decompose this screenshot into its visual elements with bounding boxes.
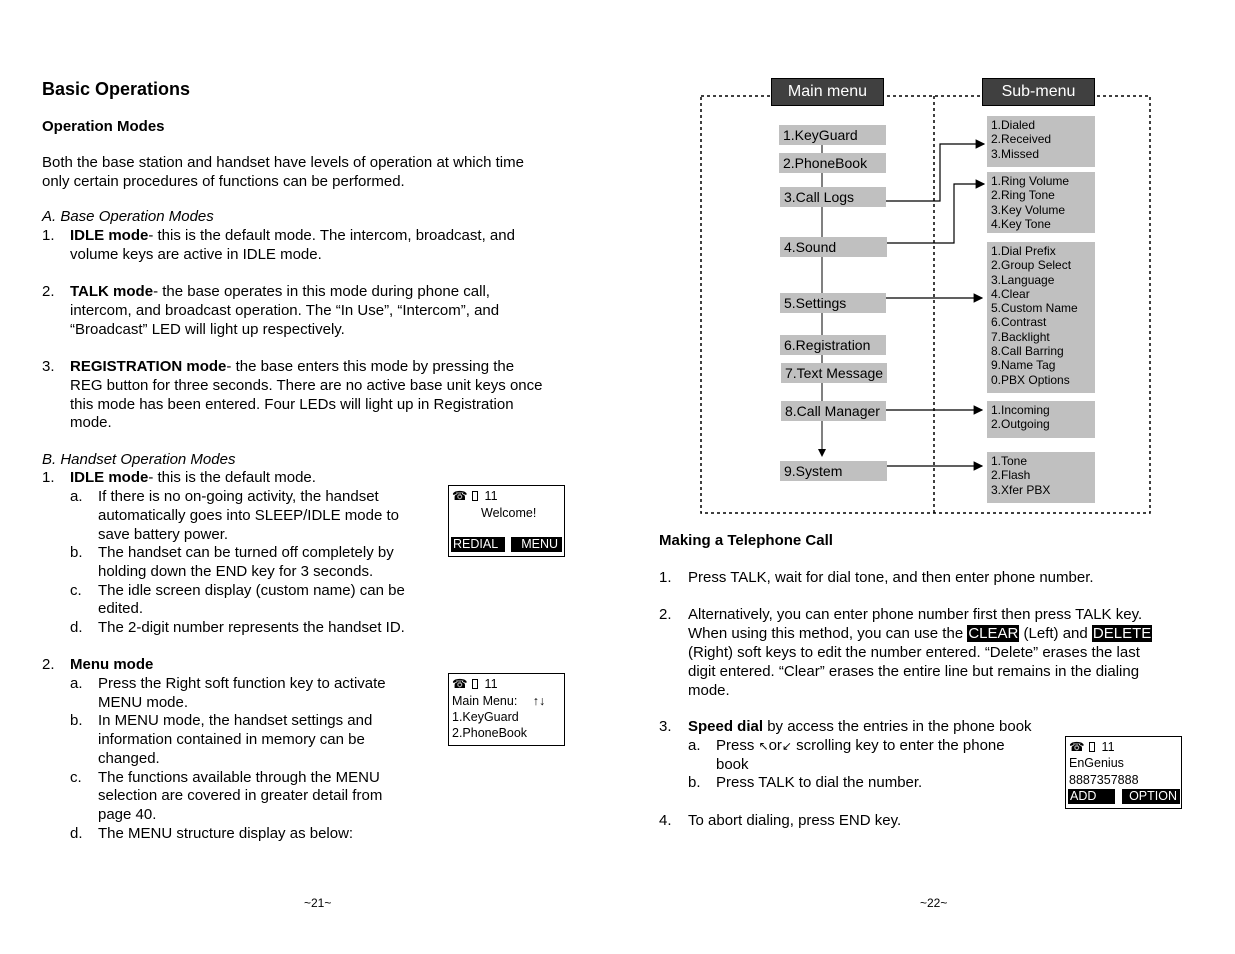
sub-menu-item: 3.Xfer PBX	[991, 482, 1051, 497]
lcd-display-speed-dial	[1065, 736, 1182, 809]
scroll-down-icon: ↙	[781, 739, 792, 753]
handset-id: 11	[484, 677, 498, 691]
main-menu-item-registration: 6.Registration	[780, 335, 886, 355]
sub-menu-item: 7.Backlight	[991, 329, 1050, 344]
sub-text: page 40.	[98, 806, 157, 823]
mode-name: IDLE mode	[70, 469, 149, 486]
sub-text: automatically goes into SLEEP/IDLE mode to	[98, 507, 399, 524]
item-text: REG button for three seconds. There are no active base unit keys once	[70, 377, 543, 394]
sub-menu-item: 4.Clear	[991, 286, 1030, 301]
sub-menu-item: 1.Dial Prefix	[991, 244, 1056, 258]
sub-text: changed.	[98, 750, 160, 767]
sub-menu-item: 2.Flash	[991, 468, 1031, 483]
phone-icon: ☎	[452, 677, 468, 691]
sub-menu-item: 8.Call Barring	[991, 344, 1064, 359]
sub-letter: a.	[70, 488, 83, 505]
lcd-contact-number: 8887357888	[1069, 773, 1139, 787]
sub-text	[716, 736, 1005, 756]
list-number: 2.	[42, 656, 55, 673]
battery-icon	[1089, 742, 1095, 752]
list-number: 4.	[659, 812, 672, 829]
item-text: digit entered. “Clear” erases the entire line but remains in the dialing	[688, 663, 1140, 680]
sub-menu-item: 1.Ring Volume	[991, 174, 1070, 188]
up-down-arrows-icon: ↑↓	[532, 694, 546, 708]
item-text: When using this method, you can use the	[688, 625, 968, 642]
list-item	[688, 624, 1152, 643]
sub-text: information contained in memory can be	[98, 731, 365, 748]
sub-text: The handset can be turned off completely by	[98, 544, 394, 561]
sub-menu-item: 1.Incoming	[991, 403, 1050, 417]
sub-menu-item: 6.Contrast	[991, 315, 1047, 330]
phone-icon: ☎	[452, 489, 468, 503]
sub-text: selection are covered in greater detail from	[98, 787, 383, 804]
sub-menu-header: Sub-menu	[982, 78, 1095, 106]
sub-text: book	[716, 756, 749, 773]
page-number: ~21~	[304, 896, 332, 910]
sub-menu-item: 3.Missed	[991, 146, 1040, 161]
item-text: volume keys are active in IDLE mode.	[70, 246, 322, 263]
main-menu-item-call-logs: 3.Call Logs	[780, 187, 886, 207]
sub-text: If there is no on-going activity, the handset	[98, 488, 379, 505]
handset-id: 11	[484, 489, 498, 503]
sub-text-part: or	[768, 737, 782, 754]
sub-menu-item: 3.Key Volume	[991, 202, 1066, 217]
sub-text-part: Press	[716, 737, 759, 754]
lcd-contact-name: EnGenius	[1069, 756, 1124, 770]
list-number: 3.	[659, 718, 672, 735]
list-item	[688, 717, 1032, 736]
item-text: by access the entries in the phone book	[763, 718, 1032, 735]
item-text: - the base enters this mode by pressing the	[226, 358, 515, 375]
main-menu-item-call-manager: 8.Call Manager	[781, 401, 886, 421]
sub-menu-item: 0.PBX Options	[991, 372, 1070, 387]
sub-text: The functions available through the MENU	[98, 769, 380, 786]
page-title: Basic Operations	[42, 79, 191, 99]
item-text: (Right) soft keys to edit the number entered. “Delete” erases the last	[688, 644, 1140, 661]
sub-menu-item: 3.Language	[991, 272, 1055, 287]
item-text: intercom, and broadcast operation. The “In Use”, “Intercom”, and	[70, 302, 500, 319]
lcd-menu-item: 1.KeyGuard	[452, 710, 519, 724]
clear-key-label: CLEAR	[968, 625, 1019, 642]
sub-letter: a.	[688, 737, 701, 754]
sub-menu-settings	[987, 242, 1095, 393]
main-menu-item-phonebook: 2.PhoneBook	[779, 153, 886, 173]
main-menu-item-sound: 4.Sound	[780, 237, 887, 257]
mode-name: TALK mode	[70, 283, 154, 300]
lcd-menu-label: Main Menu:	[452, 694, 518, 708]
sub-menu-item: 1.Tone	[991, 454, 1028, 468]
handset-id: 11	[1101, 740, 1115, 754]
intro-line: only certain procedures of functions can be performed.	[42, 173, 405, 190]
lcd-welcome: Welcome!	[481, 506, 537, 520]
mode-name: Menu mode	[70, 656, 154, 673]
sub-menu-item: 9.Name Tag	[991, 358, 1056, 373]
item-text: mode.	[70, 414, 112, 431]
sub-menu-sound	[987, 172, 1095, 233]
item-text: mode.	[688, 682, 730, 699]
sub-menu-item: 2.Outgoing	[991, 417, 1050, 432]
phone-icon: ☎	[1069, 740, 1085, 754]
sub-text-part: scrolling key to enter the phone	[791, 737, 1005, 754]
subsection-heading: B. Handset Operation Modes	[42, 451, 236, 468]
soft-key-left: REDIAL	[451, 537, 505, 552]
sub-menu-item: 1.Dialed	[991, 118, 1036, 132]
sub-menu-item: 2.Group Select	[991, 258, 1072, 273]
main-menu-header: Main menu	[771, 78, 884, 106]
sub-text: edited.	[98, 600, 144, 617]
item-text: - the base operates in this mode during phone call,	[153, 283, 490, 300]
sub-letter: d.	[70, 619, 83, 636]
intro-line: Both the base station and handset have levels of operation at which time	[42, 154, 524, 171]
soft-key-right: OPTION	[1122, 789, 1180, 804]
item-text: this mode has been entered. Four LEDs will light up in Registration	[70, 396, 514, 413]
sub-text: MENU mode.	[98, 694, 189, 711]
scroll-up-icon: ↖	[758, 739, 769, 753]
sub-menu-item: 4.Key Tone	[991, 216, 1051, 231]
item-text: - this is the default mode.	[148, 469, 316, 486]
main-menu-item-system: 9.System	[780, 461, 887, 481]
list-number: 2.	[42, 283, 55, 300]
soft-key-left: ADD	[1068, 789, 1115, 804]
sub-text: The MENU structure display as below:	[98, 825, 354, 842]
item-text: - this is the default mode. The intercom, broadcast, and	[148, 227, 515, 244]
section-title: Operation Modes	[42, 118, 165, 135]
sub-menu-call-manager	[987, 401, 1095, 438]
sub-letter: b.	[70, 544, 83, 561]
main-menu-item-keyguard: 1.KeyGuard	[779, 125, 886, 145]
delete-key-label: DELETE	[1092, 625, 1152, 642]
subsection-heading: A. Base Operation Modes	[42, 208, 214, 225]
sub-text: In MENU mode, the handset settings and	[98, 712, 373, 729]
list-number: 3.	[42, 358, 55, 375]
main-menu-item-settings: 5.Settings	[780, 293, 886, 313]
section-title: Making a Telephone Call	[659, 532, 833, 549]
list-number: 1.	[42, 227, 55, 244]
mode-name: REGISTRATION mode	[70, 358, 227, 375]
sub-letter: c.	[70, 582, 82, 599]
sub-letter: d.	[70, 825, 83, 842]
item-text: Alternatively, you can enter phone number first then press TALK key.	[688, 606, 1143, 623]
item-text: (Left) and	[1019, 625, 1092, 642]
lcd-menu-item: 2.PhoneBook	[452, 726, 528, 740]
mode-name: IDLE mode	[70, 227, 149, 244]
sub-letter: a.	[70, 675, 83, 692]
sub-text: save battery power.	[98, 526, 229, 543]
sub-menu-system	[987, 452, 1095, 503]
sub-letter: b.	[70, 712, 83, 729]
sub-menu-item: 2.Received	[991, 132, 1052, 147]
item-text: “Broadcast” LED will light up respectively.	[70, 321, 345, 338]
sub-menu-item: 2.Ring Tone	[991, 188, 1055, 203]
lcd-status-row	[1069, 739, 1115, 755]
item-text: Press TALK, wait for dial tone, and then enter phone number.	[688, 569, 1094, 586]
list-number: 1.	[42, 469, 55, 486]
sub-text: The idle screen display (custom name) can be	[98, 582, 405, 599]
sub-menu-item: 5.Custom Name	[991, 301, 1078, 316]
sub-letter: b.	[688, 774, 701, 791]
sub-letter: c.	[70, 769, 82, 786]
sub-menu-call-logs	[987, 116, 1095, 167]
item-text: To abort dialing, press END key.	[688, 812, 902, 829]
mode-name: Speed dial	[688, 718, 764, 735]
sub-text: holding down the END key for 3 seconds.	[98, 563, 374, 580]
sub-text: The 2-digit number represents the handset ID.	[98, 619, 405, 636]
sub-text: Press TALK to dial the number.	[716, 774, 923, 791]
page-number: ~22~	[920, 896, 948, 910]
sub-text: Press the Right soft function key to activate	[98, 675, 386, 692]
soft-key-right: MENU	[511, 537, 562, 552]
list-number: 1.	[659, 569, 672, 586]
main-menu-item-text-message: 7.Text Message	[781, 363, 887, 383]
list-number: 2.	[659, 606, 672, 623]
